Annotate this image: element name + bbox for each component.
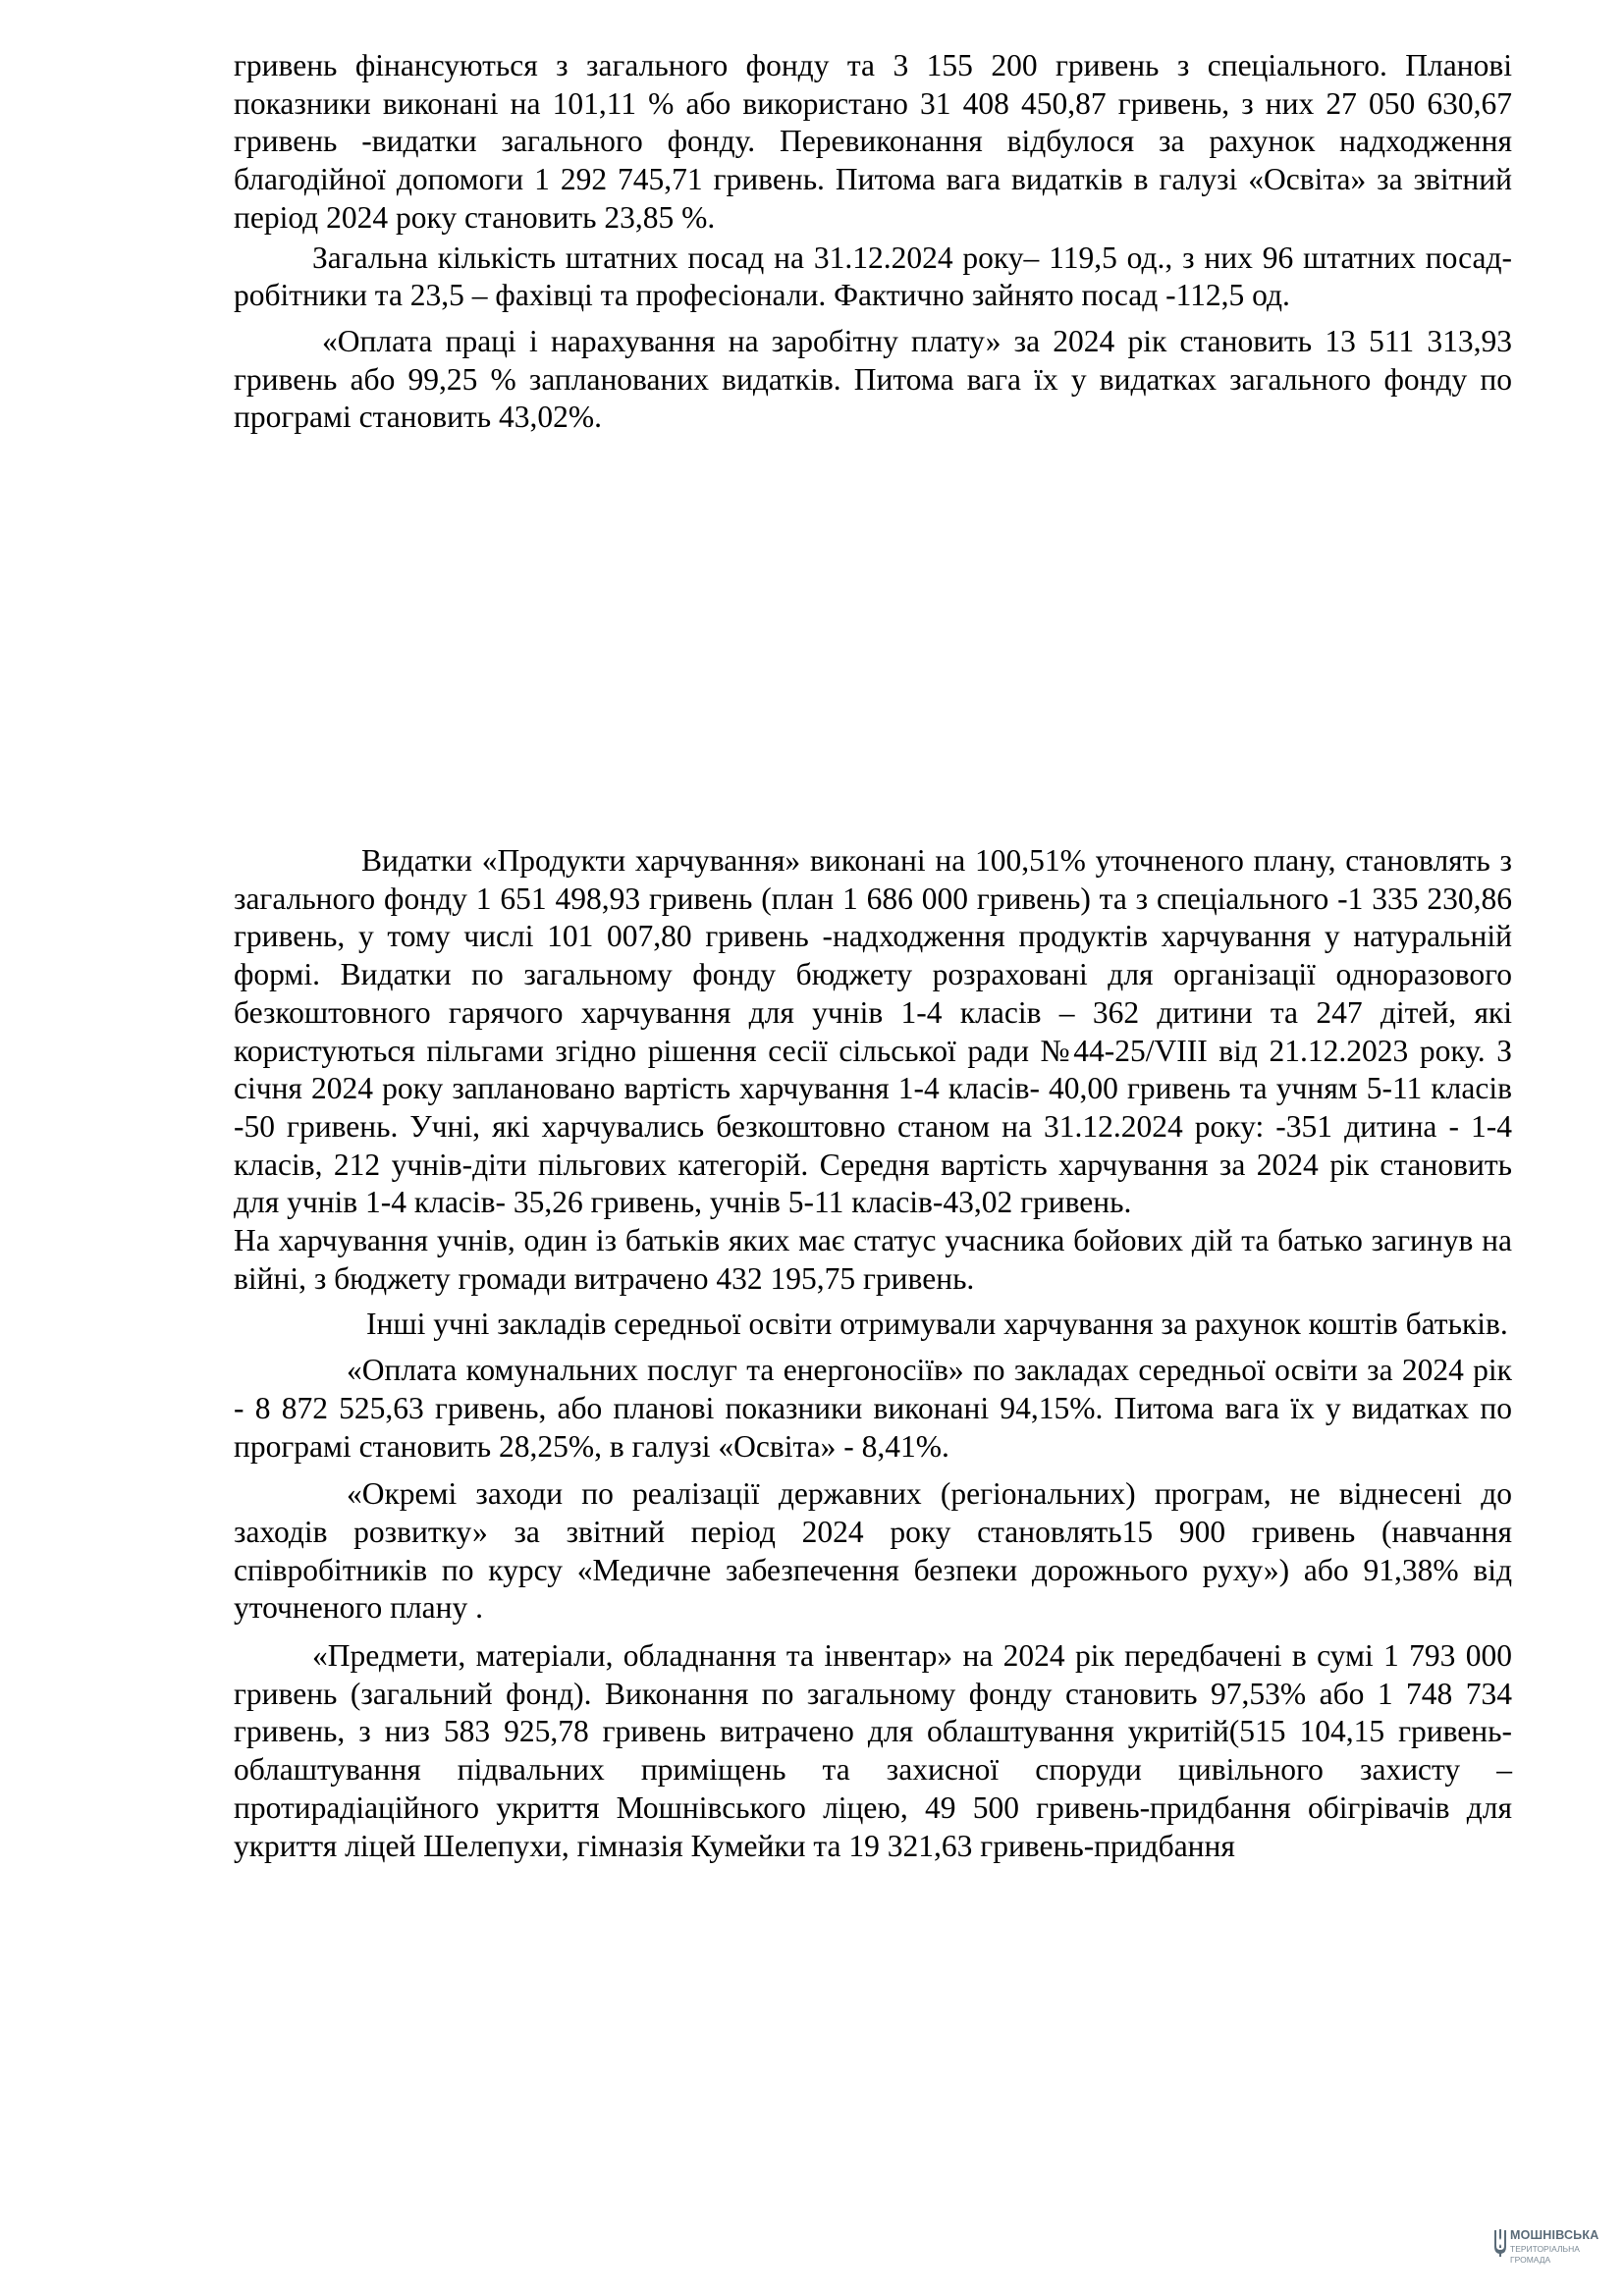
paragraph-food-parents: Інші учні закладів середньої освіти отримували харчування за рахунок коштів батьків.: [366, 1307, 1508, 1342]
paragraph-food-war: На харчування учнів, один із батьків яких має статус учасника бойових дій та батько загинув на війні, з бюджету громади витрачено 432 195,75 гривень.: [234, 1223, 1512, 1296]
paragraph-salary: «Оплата праці і нарахування на заробітну плату» за 2024 рік становить 13 511 313,93 гривень або 99,25 % запланованих видатків. Питома вага їх у видатках загального фонду по програмі становить 43,02%.: [234, 323, 1512, 435]
text-block-bottom: [234, 842, 1512, 1865]
logo-line-2: ТЕРИТОРІАЛЬНА: [1510, 2244, 1580, 2254]
logo-line-3: ГРОМАДА: [1510, 2255, 1551, 2265]
paragraph-equipment: «Предмети, матеріали, обладнання та інвентар» на 2024 рік передбачені в сумі 1 793 000 гривень (загальний фонд). Виконання по загальному фонду становить 97,53% або 1 748 734 гривень, з низ 583 925,78 гривень витрачено для облаштування укритій(515 104,15 гривень-облаштування підвальних приміщень та захисної споруди цивільного захисту – протирадіаційного укриття Мошнівського ліцею, 49 500 гривень-придбання обігрівачів для укриття ліцей Шелепухи, гімназія Кумейки та 19 321,63 гривень-придбання: [234, 1638, 1512, 1863]
paragraph-funding: гривень фінансуються з загального фонду та 3 155 200 гривень з спеціального. Планові показники виконані на 101,11 % або використано 31 408 450,87 гривень, з них 27 050 630,67 гривень -видатки загального фонду. Перевиконання відбулося за рахунок надходження благодійної допомоги 1 292 745,71 гривень. Питома вага видатків в галузі «Освіта» за звітний період 2024 року становить 23,85 %.: [234, 48, 1512, 235]
paragraph-programs: «Окремі заходи по реалізації державних (регіональних) програм, не віднесені до заходів розвитку» за звітний період 2024 року становлять15 900 гривень (навчання співробітників по курсу «Медичне забезпечення безпеки дорожнього руху») або 91,38% від уточненого плану .: [234, 1476, 1512, 1626]
community-logo: [1493, 2226, 1611, 2285]
paragraph-utilities: «Оплата комунальних послуг та енергоносіїв» по закладах середньої освіти за 2024 рік - 8 872 525,63 гривень, або планові показники виконані 94,15%. Питома вага їх у видатках по програмі становить 28,25%, в галузі «Освіта» - 8,41%.: [234, 1353, 1512, 1464]
paragraph-staff: Загальна кількість штатних посад на 31.12.2024 року– 119,5 од., з них 96 штатних посад- робітники та 23,5 – фахівці та професіонали. Фактично зайнято посад -112,5 од.: [234, 240, 1512, 313]
logo-line-1: МОШНІВСЬКА: [1510, 2228, 1599, 2242]
trident-icon: [1493, 2228, 1507, 2258]
paragraph-food: Видатки «Продукти харчування» виконані на 100,51% уточненого плану, становлять з загального фонду 1 651 498,93 гривень (план 1 686 000 гривень) та з спеціального -1 335 230,86 гривень, у тому числі 101 007,80 гривень -надходження продуктів харчування у натуральній формі. Видатки по загальному фонду бюджету розраховані для організації одноразового безкоштовного гарячого харчування для учнів 1-4 класів – 362 дитини та 247 дітей, які користуються пільгами згідно рішення сесії сільської ради №44-25/VIII від 21.12.2023 року. З січня 2024 року заплановано вартість харчування 1-4 класів- 40,00 гривень та учням 5-11 класів -50 гривень. Учні, які харчувались безкоштовно станом на 31.12.2024 року: -351 дитина - 1-4 класів, 212 учнів-діти пільгових категорій. Середня вартість харчування за 2024 рік становить для учнів 1-4 класів- 35,26 гривень, учнів 5-11 класів-43,02 гривень.: [234, 843, 1512, 1220]
text-block-top: [234, 47, 1512, 437]
